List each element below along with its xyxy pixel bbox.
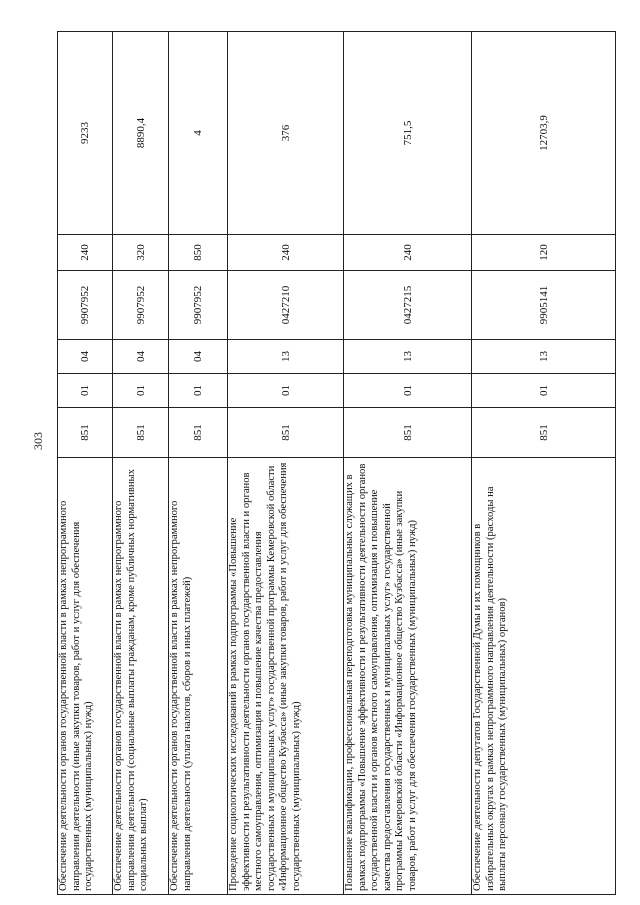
subsection-code: 04	[58, 340, 113, 374]
admin-code: 851	[58, 408, 113, 458]
table-row	[344, 32, 472, 895]
target-item-code: 9907952	[58, 271, 113, 340]
section-code: 01	[169, 374, 228, 408]
subsection-code: 04	[169, 340, 228, 374]
section-code: 01	[472, 374, 616, 408]
section-code: 01	[113, 374, 169, 408]
subsection-code: 04	[113, 340, 169, 374]
section-code: 01	[58, 374, 113, 408]
subsection-code: 13	[344, 340, 472, 374]
amount-value: 376	[228, 32, 344, 235]
table-row	[169, 32, 228, 895]
budget-table	[57, 31, 616, 895]
admin-code: 851	[228, 408, 344, 458]
section-code: 01	[228, 374, 344, 408]
row-description: Проведение социологических исследований в рамках подпрограммы «Повышение эффективности и результативности деятельности органов государственной власти и органов местного самоуправления, оптимизация и повышение качества предоставления государственных и муниципальных услуг» государственной программы Кемеровской области «Информационное общество Кузбасса» (иные закупки товаров, работ и услуг для обеспечения государственных (муниципальных) нужд)	[228, 458, 344, 895]
rotated-table-container	[57, 32, 615, 895]
page-number: 303	[31, 432, 45, 450]
row-description: Повышение квалификации, профессиональная переподготовка муниципальных служащих в рамках подпрограммы «Повышение эффективности и результативности деятельности органов государственной власти и органов местного самоуправления, оптимизация и повышение качества предоставления государственных и муниципальных услуг» государственной программы Кемеровской области «Информационное общество Кузбасса» (иные закупки товаров, работ и услуг для обеспечения государственных (муниципальных) нужд)	[344, 458, 472, 895]
subsection-code: 13	[472, 340, 616, 374]
subsection-code: 13	[228, 340, 344, 374]
amount-value: 12703,9	[472, 32, 616, 235]
admin-code: 851	[472, 408, 616, 458]
row-description: Обеспечение деятельности депутатов Государственной Думы и их помощников в избирательных округах в рамках непрограммного направления деятельности (расходы на выплаты персоналу государственных (муниципальных) органов)	[472, 458, 616, 895]
expense-type-code: 320	[113, 235, 169, 271]
target-item-code: 9905141	[472, 271, 616, 340]
target-item-code: 0427215	[344, 271, 472, 340]
admin-code: 851	[344, 408, 472, 458]
expense-type-code: 120	[472, 235, 616, 271]
row-description: Обеспечение деятельности органов государственной власти в рамках непрограммного направления деятельности (иные закупки товаров, работ и услуг для обеспечения государственных (муниципальных) нужд)	[58, 458, 113, 895]
table-row	[228, 32, 344, 895]
amount-value: 4	[169, 32, 228, 235]
admin-code: 851	[113, 408, 169, 458]
table-row	[472, 32, 616, 895]
expense-type-code: 240	[344, 235, 472, 271]
expense-type-code: 240	[58, 235, 113, 271]
table-row	[113, 32, 169, 895]
row-description: Обеспечение деятельности органов государственной власти в рамках непрограммного направления деятельности (социальные выплаты гражданам, кроме публичных нормативных социальных выплат)	[113, 458, 169, 895]
expense-type-code: 850	[169, 235, 228, 271]
admin-code: 851	[169, 408, 228, 458]
target-item-code: 9907952	[113, 271, 169, 340]
target-item-code: 0427210	[228, 271, 344, 340]
amount-value: 8890,4	[113, 32, 169, 235]
amount-value: 751,5	[344, 32, 472, 235]
expense-type-code: 240	[228, 235, 344, 271]
target-item-code: 9907952	[169, 271, 228, 340]
amount-value: 9233	[58, 32, 113, 235]
row-description: Обеспечение деятельности органов государственной власти в рамках непрограммного направления деятельности (уплата налогов, сборов и иных платежей)	[169, 458, 228, 895]
section-code: 01	[344, 374, 472, 408]
table-row	[58, 32, 113, 895]
